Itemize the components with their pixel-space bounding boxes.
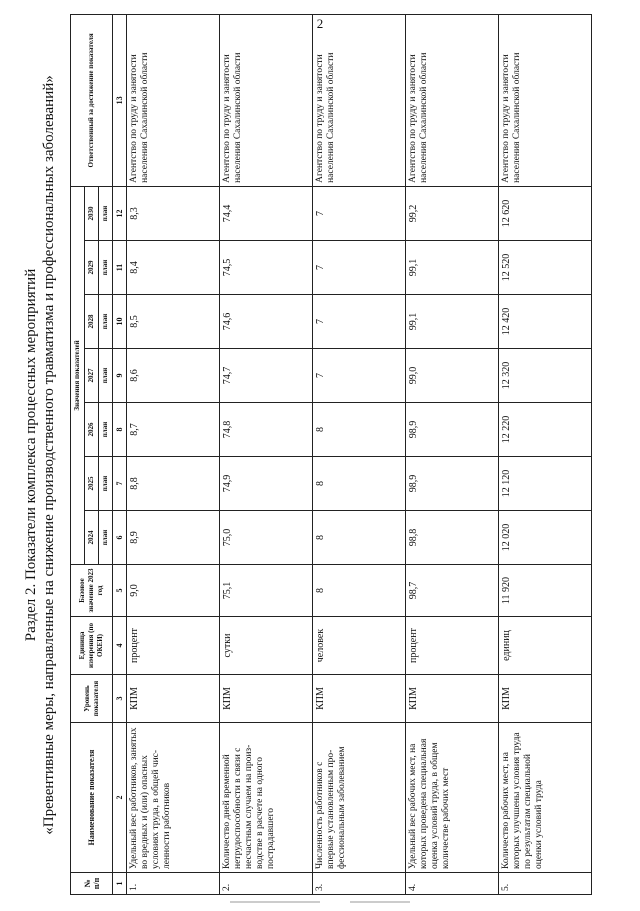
row-num: 1.: [127, 873, 220, 895]
header-year: 2025: [85, 457, 99, 511]
page-number: 2: [316, 16, 324, 31]
index-cell: 12: [113, 186, 127, 240]
table-row: [127, 14, 220, 894]
row-name: Количество дней временной нетрудоспособности в связи с несчастным случаем на производстве в расчете на одного пострадавшего: [220, 723, 313, 873]
header-unit: Единица измерения (по ОКЕИ): [71, 617, 113, 675]
row-value: 8: [313, 403, 406, 457]
row-value: 7: [313, 241, 406, 295]
row-value: 8,6: [127, 349, 220, 403]
row-num: 5.: [499, 873, 592, 895]
table-row: [406, 14, 499, 894]
row-responsible: Агентство по труду и занятости населения Сахалинской области: [220, 14, 313, 186]
section-heading: [22, 15, 58, 895]
row-value: 12 320: [499, 349, 592, 403]
row-level: КПМ: [220, 675, 313, 723]
header-values: Значения показателей: [71, 186, 85, 564]
row-name: Удельный вес работников, занятых во вредных и (или) опасных условиях труда, в общей численности работников: [127, 723, 220, 873]
header-base: Базовое значение 2023 год: [71, 565, 113, 617]
row-base: 8: [313, 565, 406, 617]
row-value: 8,8: [127, 457, 220, 511]
index-cell: 1: [113, 873, 127, 895]
row-responsible: Агентство по труду и занятости населения Сахалинской области: [499, 14, 592, 186]
index-cell: 11: [113, 241, 127, 295]
row-value: 12 020: [499, 511, 592, 565]
row-responsible: Агентство по труду и занятости населения Сахалинской области: [406, 14, 499, 186]
header-year: 2026: [85, 403, 99, 457]
header-plan: план: [99, 457, 113, 511]
header-plan: план: [99, 241, 113, 295]
index-cell: 3: [113, 675, 127, 723]
row-value: 99,1: [406, 241, 499, 295]
row-value: 12 220: [499, 403, 592, 457]
header-row-1: [71, 14, 85, 894]
scan-artifact: [230, 901, 320, 903]
row-value: 7: [313, 295, 406, 349]
row-base: 11 920: [499, 565, 592, 617]
row-value: 8,5: [127, 295, 220, 349]
row-value: 12 420: [499, 295, 592, 349]
row-value: 98,9: [406, 403, 499, 457]
table-row: [220, 14, 313, 894]
row-value: 8,3: [127, 186, 220, 240]
row-name: Удельный вес рабочих мест, на которых проведена специальная оценка условий труда, в общем количестве рабочих мест: [406, 723, 499, 873]
row-name: Количество рабочих мест, на которых улучшены условия труда по результатам специальной оценки условий труда: [499, 723, 592, 873]
header-level: Уровень показателя: [71, 675, 113, 723]
row-unit: процент: [127, 617, 220, 675]
row-level: КПМ: [127, 675, 220, 723]
header-name: Наименование показателя: [71, 723, 113, 873]
row-value: 74,6: [220, 295, 313, 349]
header-year: 2027: [85, 349, 99, 403]
header-num: № п/п: [71, 873, 113, 895]
scan-artifact: [350, 901, 410, 903]
header-responsible: Ответственный за достижение показателя: [71, 14, 113, 186]
rotated-content: [20, 15, 620, 895]
row-responsible: Агентство по труду и занятости населения Сахалинской области: [313, 14, 406, 186]
header-year: 2029: [85, 241, 99, 295]
row-base: 9,0: [127, 565, 220, 617]
row-value: 8: [313, 457, 406, 511]
row-value: 99,1: [406, 295, 499, 349]
row-value: 74,7: [220, 349, 313, 403]
header-year: 2024: [85, 511, 99, 565]
row-unit: сутки: [220, 617, 313, 675]
row-value: 8,7: [127, 403, 220, 457]
indicators-table: [70, 14, 592, 895]
header-plan: план: [99, 349, 113, 403]
row-unit: процент: [406, 617, 499, 675]
row-value: 12 520: [499, 241, 592, 295]
header-plan: план: [99, 295, 113, 349]
header-year: 2030: [85, 186, 99, 240]
row-value: 12 620: [499, 186, 592, 240]
row-value: 74,4: [220, 186, 313, 240]
header-plan: план: [99, 403, 113, 457]
row-unit: человек: [313, 617, 406, 675]
row-value: 74,9: [220, 457, 313, 511]
row-level: КПМ: [313, 675, 406, 723]
header-year: 2028: [85, 295, 99, 349]
index-cell: 5: [113, 565, 127, 617]
index-cell: 10: [113, 295, 127, 349]
row-num: 2.: [220, 873, 313, 895]
header-plan: план: [99, 186, 113, 240]
heading-line-2: «Превентивные меры, направленные на снижение производственного травматизма и профессиональных заболеваний»: [41, 75, 57, 835]
index-cell: 6: [113, 511, 127, 565]
row-name: Численность работников с впервые установленным профессиональным заболеванием: [313, 723, 406, 873]
row-value: 74,8: [220, 403, 313, 457]
row-num: 4.: [406, 873, 499, 895]
row-value: 8: [313, 511, 406, 565]
row-value: 7: [313, 349, 406, 403]
row-value: 75,0: [220, 511, 313, 565]
header-plan: план: [99, 511, 113, 565]
row-responsible: Агентство по труду и занятости населения Сахалинской области: [127, 14, 220, 186]
index-cell: 13: [113, 14, 127, 186]
row-unit: единиц: [499, 617, 592, 675]
row-num: 3.: [313, 873, 406, 895]
table-row: [313, 14, 406, 894]
row-base: 98,7: [406, 565, 499, 617]
index-cell: 2: [113, 723, 127, 873]
row-value: 98,8: [406, 511, 499, 565]
row-value: 74,5: [220, 241, 313, 295]
row-base: 75,1: [220, 565, 313, 617]
heading-line-1: Раздел 2. Показатели комплекса процессных мероприятий: [23, 268, 39, 642]
row-value: 8,4: [127, 241, 220, 295]
index-cell: 9: [113, 349, 127, 403]
row-level: КПМ: [406, 675, 499, 723]
index-cell: 7: [113, 457, 127, 511]
row-value: 99,0: [406, 349, 499, 403]
table-row: [499, 14, 592, 894]
row-value: 7: [313, 186, 406, 240]
row-value: 99,2: [406, 186, 499, 240]
index-cell: 4: [113, 617, 127, 675]
row-level: КПМ: [499, 675, 592, 723]
row-value: 98,9: [406, 457, 499, 511]
row-value: 12 120: [499, 457, 592, 511]
index-cell: 8: [113, 403, 127, 457]
row-value: 8,9: [127, 511, 220, 565]
index-row: [113, 14, 127, 894]
